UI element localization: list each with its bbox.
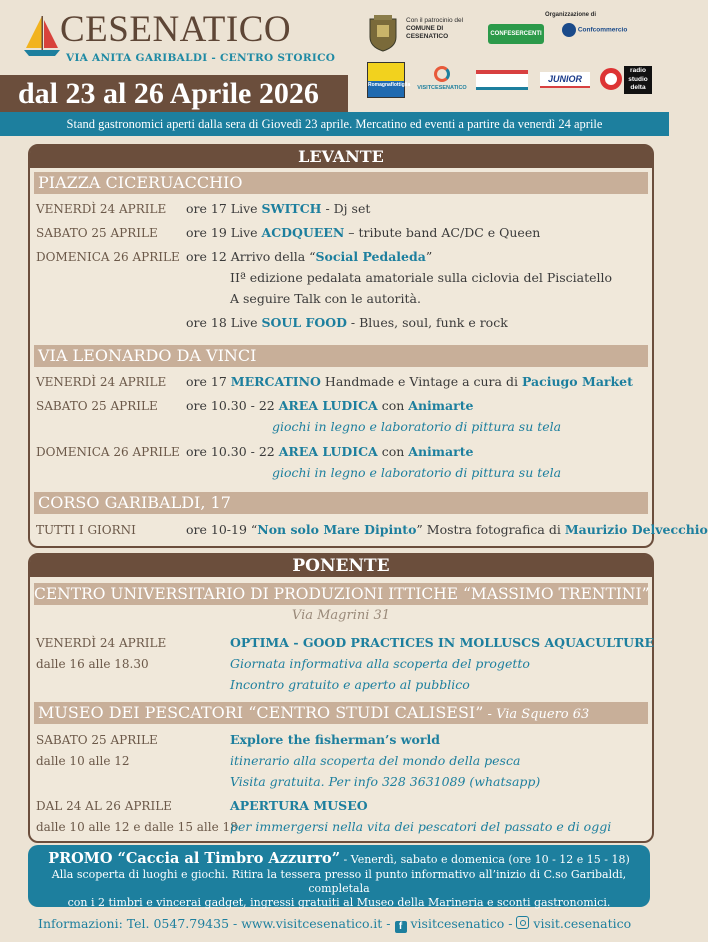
footer: Informazioni: Tel. 0547.79435 - www.visitcesenatico.it - f visitcesenatico - visit.cesenatico [38, 916, 632, 932]
brand-title: CESENATICO [60, 9, 292, 50]
footer-facebook-link[interactable]: visitcesenatico [410, 916, 505, 931]
event-row: ore 12 Arrivo della “Social Pedaleda” [186, 249, 433, 264]
patronage-text: Con il patrocinio del COMUNE DI CESENATICO [406, 17, 464, 40]
organization-label: Organizzazione di [545, 12, 597, 18]
brand-subtitle: VIA ANITA GARIBALDI - CENTRO STORICO [66, 52, 336, 64]
event-day: DAL 24 AL 26 APRILE [36, 799, 172, 813]
event-detail: Incontro gratuito e aperto al pubblico [230, 677, 470, 692]
event-day: TUTTI I GIORNI [36, 523, 136, 537]
event-hours: dalle 10 alle 12 e dalle 15 alle 18 [36, 820, 238, 834]
event-detail: giochi in legno e laboratorio di pittura su tela [272, 465, 562, 480]
event-title: Explore the fisherman’s world [230, 732, 440, 747]
info-bar: Stand gastronomici aperti dalla sera di Giovedì 23 aprile. Mercatino ed eventi a partire da venerdì 24 aprile [0, 112, 669, 136]
event-row: ore 10.30 - 22 AREA LUDICA con Animarte [186, 444, 474, 459]
footer-website-link[interactable]: www.visitcesenatico.it [241, 916, 383, 931]
radio-studio-delta-logo: radio studio delta [600, 66, 652, 94]
promo-title: PROMO “Caccia al Timbro Azzurro” - Venerdì, sabato e domenica (ore 10 - 12 e 15 - 18) [48, 850, 630, 867]
event-detail: itinerario alla scoperta del mondo della pesca [230, 753, 521, 768]
footer-phone: Informazioni: Tel. 0547.79435 [38, 916, 230, 931]
promo-line: Alla scoperta di luoghi e giochi. Ritira la tessera presso il punto informativo all’inizio di C.so Garibaldi, completala [51, 868, 627, 895]
footer-instagram-link[interactable]: visit.cesenatico [533, 916, 632, 931]
ponente-heading: PONENTE [30, 555, 652, 577]
event-day: VENERDÌ 24 APRILE [36, 636, 167, 650]
shipyard-logo [476, 70, 528, 90]
event-day: VENERDÌ 24 APRILE [36, 202, 167, 216]
visitcesenatico-logo: VISITCESENATICO [416, 66, 468, 92]
event-detail: per immergersi nella vita dei pescatori del passato e di oggi [230, 819, 612, 834]
event-row: ore 18 Live SOUL FOOD - Blues, soul, funk e rock [186, 315, 508, 330]
city-crest-icon [366, 13, 400, 53]
promo-line: con i 2 timbri e vincerai gadget, ingressi gratuiti al Museo della Marineria e sconti gastronomici. [67, 896, 611, 909]
event-detail: A seguire Talk con le autorità. [230, 291, 421, 306]
event-day: SABATO 25 APRILE [36, 226, 158, 240]
facebook-icon: f [395, 921, 407, 933]
levante-section [28, 144, 708, 548]
venue-via-leonardo-da-vinci: VIA LEONARDO DA VINCI [34, 345, 648, 367]
venue-corso-garibaldi: CORSO GARIBALDI, 17 [34, 492, 648, 514]
event-day: SABATO 25 APRILE [36, 733, 158, 747]
date-banner: dal 23 al 26 Aprile 2026 [0, 75, 348, 112]
event-row: ore 17 MERCATINO Handmade e Vintage a cura di Paciugo Market [186, 374, 633, 389]
event-detail: Giornata informativa alla scoperta del progetto [230, 656, 530, 671]
instagram-icon [516, 916, 529, 929]
promo-box [28, 845, 650, 907]
ponente-section [28, 553, 654, 843]
sailboat-logo-icon [22, 14, 62, 60]
event-row: ore 10.30 - 22 AREA LUDICA con Animarte [186, 398, 474, 413]
event-day: DOMENICA 26 APRILE [36, 250, 180, 264]
event-detail: Visita gratuita. Per info 328 3631089 (whatsapp) [230, 774, 541, 789]
levante-heading: LEVANTE [30, 146, 652, 168]
event-row: ore 17 Live SWITCH - Dj set [186, 201, 371, 216]
event-row: ore 19 Live ACDQUEEN – tribute band AC/DC e Queen [186, 225, 541, 240]
event-detail: IIª edizione pedalata amatoriale sulla ciclovia del Pisciatello [230, 270, 613, 285]
event-hours: dalle 16 alle 18.30 [36, 657, 149, 671]
venue-museo-pescatori: MUSEO DEI PESCATORI “CENTRO STUDI CALISESI” - Via Squero 63 [34, 702, 648, 724]
event-hours: dalle 10 alle 12 [36, 754, 130, 768]
event-day: SABATO 25 APRILE [36, 399, 158, 413]
romagna-logo: Romagnaflottiglia [367, 62, 405, 98]
event-day: DOMENICA 26 APRILE [36, 445, 180, 459]
confcommercio-logo: Confcommercio [562, 23, 627, 37]
event-day: VENERDÌ 24 APRILE [36, 375, 167, 389]
event-detail: giochi in legno e laboratorio di pittura su tela [272, 419, 562, 434]
venue-centro-universitario: CENTRO UNIVERSITARIO DI PRODUZIONI ITTICHE “MASSIMO TRENTINI” [34, 585, 650, 603]
confesercenti-logo: CONFESERCENTI [488, 24, 544, 44]
venue-address: Via Magrini 31 [291, 608, 391, 623]
venue-piazza-ciceruacchio: PIAZZA CICERUACCHIO [34, 172, 648, 194]
event-row: ore 10-19 “Non solo Mare Dipinto” Mostra fotografica di Maurizio Delvecchio [186, 522, 708, 537]
event-title: OPTIMA - GOOD PRACTICES IN MOLLUSCS AQUACULTURE [230, 635, 654, 650]
event-title: APERTURA MUSEO [230, 798, 368, 813]
sponsor-logo: JUNIOR [540, 72, 590, 88]
